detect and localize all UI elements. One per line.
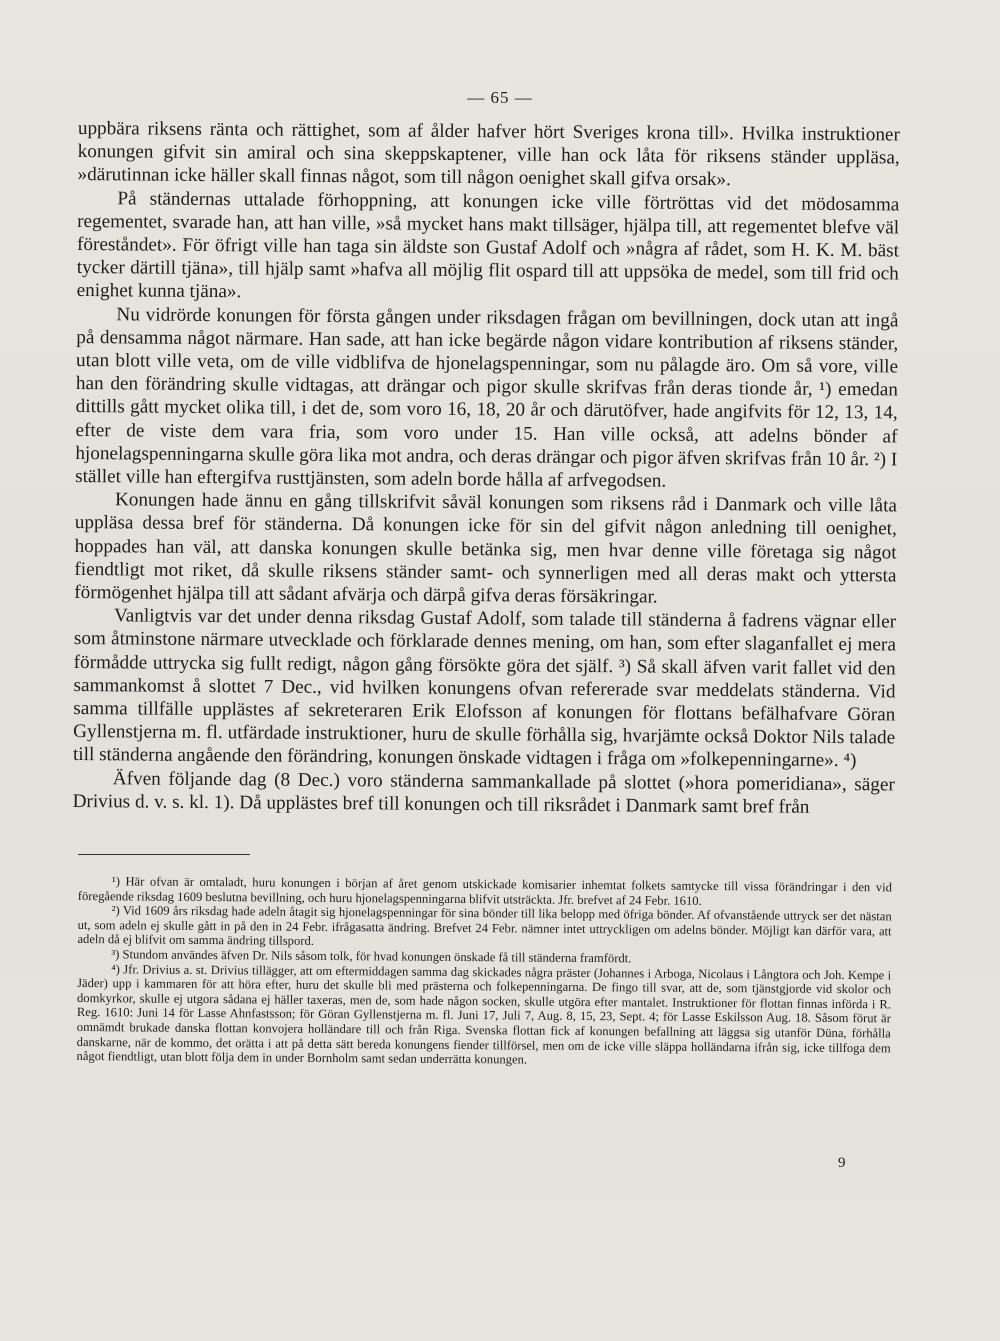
body-paragraph: Vanligtvis var det under denna riksdag Gustaf Adolf, som talade till ständerna å fadrens vägnar eller som åtminstone närmare utvecklade och förklarade dennes mening, om han, som efter slaganfallet ej mera förmådde uttrycka sig fullt redigt, någon gång försökte göra det själf. ³) Så skall äfven varit fallet vid den sammankomst å slottet 7 Dec., vid hvilken konungens ofvan refererade svar meddelats ständerna. Vid samma tillfälle upplästes af sekreteraren Erik Elofsson af konungen för flottans befälhafvare Göran Gyllenstjerna m. fl. utfärdade instruktioner, huru de skulle förhålla sig, hvarjämte också Doktor Nils talade till ständerna angående den förändring, konungen önskade vidtagen i fråga om »folkepenningarne». ⁴)	[72, 605, 897, 772]
footnote-divider	[78, 854, 250, 855]
body-paragraph: uppbära riksens ränta och rättighet, som af ålder hafver hört Sveriges krona till». Hvilka instruktioner konungen gifvit sin amiral och sina skeppskaptener, ville han ock låta för riksens ständer uppläsa, »därutinnan icke häller skall finnas något, som till någon oenighet skall gifva orsak».	[77, 117, 900, 191]
page-number: — 65 —	[467, 88, 533, 107]
body-paragraph: Konungen hade ännu en gång tillskrifvit såväl konungen som riksens råd i Danmark och ville låta uppläsa dessa bref för ständerna. Då konungen icke för sin del gifvit någon anledning till oenighet, hoppades han väl, att danska konungen skulle betänka sig, men hvar denne ville företaga sig något fiendtligt mot riket, då skulle riksens ständer samt- och synnerligen med all deras makt och yttersta förmögenhet hjälpa till att sådant afvärja och därpå gifva deras försäkringar.	[74, 489, 898, 608]
body-paragraph: Nu vidrörde konungen för första gången under riksdagen frågan om bevillningen, dock utan att ingå på densamma något närmare. Han sade, att han icke begärde någon vidare kontribution af riksens ständer, utan blott ville veta, om de ville vidblifva de hjonelagspenningar, som nu pålagde äro. Om så vore, ville han den förändring skulle vidtagas, att drängar och pigor skulle skrifvas från deras tionde år, ¹) emedan dittills gått mycket olika till, i det de, som voro 16, 18, 20 år och därutöfver, hade angifvits för 12, 13, 14, efter de viste dem vara fria, som voro under 15. Han ville också, att adelns bönder af hjonelagspenningarna skulle göra lika mot andra, och deras drängar och pigor äfven skrifvas från 10 år. ²) I stället ville han eftergifva rusttjänsten, som adeln borde hålla af arfvegodsen.	[75, 303, 899, 492]
body-text	[73, 117, 900, 820]
footnote: ⁴) Jfr. Drivius a. st. Drivius tillägger, att om eftermiddagen samma dag skickades några präster (Johannes i Arboga, Nicolaus i Långtora och Joh. Kempe i Jäder) upp i kammaren för att höra efter, huru det skulle bli med prästerna och folkepenningarna. De fingo till svar, att de, som tjänstgjorde vid skolor och domkyrkor, skulle ej utgora sådana ej häller taxeras, men de, som hade någon socken, skulle utgöra efter mantalet. Instruktioner för flottan finnas införda i R. Reg. 1610: Juni 14 för Lasse Ahnfastsson; för Göran Gyllenstjerna m. fl. Juni 17, Juli 7, Aug. 8, 15, 23, Sept. 4; för Lasse Eskilsson Aug. 18. Såsom förut är omnämdt brukade danska flottan konvojera holländare till och från Riga. Svenska flottan fick af konungen befallning att läggsa sig utanför Düna, förhålla danskarne, när de kommo, det orätta i att på detta sätt bereda konungens fiender tillförsel, men om de icke ville släppa holländarna ifrån sig, icke tillfoga dem något fiendtligt, utan blott följa dem in under Bornholm samt sedan underrätta konungen.	[76, 961, 892, 1067]
signature-mark: 9	[838, 1155, 846, 1171]
footnote: ¹) Här ofvan är omtaladt, huru konungen i början af året genom utskickade komisarier inhemtat folkets samtycke till vissa förändringar i den vid föregående riksdag 1609 beslutna bevillning, och huru hjonelagspenningarna blifvit utsträckta. Jfr. brefvet af 24 Febr. 1610.	[77, 874, 892, 908]
footnote: ³) Stundom användes äfven Dr. Nils såsom tolk, för hvad konungen önskade få till ständerna framfördt.	[111, 947, 632, 966]
footnotes	[77, 874, 892, 1070]
footnote: ²) Vid 1609 års riksdag hade adeln åtagit sig hjonelagspenningar för sina bönder till lika belopp med öfriga bönder. Af ofvanstående uttryck ser det nästan ut, som adeln ej skulle gått in på den in 24 Febr. ifrågasatta ändring. Brefvet 24 Febr. nämner intet uttryckligen om adelns bönder. Möjligt kan därför vara, att adeln då ej blifvit om samma ändring tillspord.	[77, 903, 892, 949]
body-paragraph: På ständernas uttalade förhoppning, att konungen icke ville förtröttas vid det mödosamma regementet, svarade han, att han ville, »så mycket hans makt tillsäger, hjälpa till, att regementet blefve väl föreståndet». För öfrigt ville han taga sin äldste son Gustaf Adolf och »några af rådet, som H. K. M. bäst tycker därtill tjäna», till hjälp samt »hafva all möjlig flit ospard till att uppsöka de medel, som till frid och enighet kunna tjäna».	[76, 187, 900, 303]
body-paragraph: Äfven följande dag (8 Dec.) voro ständerna sammankallade på slottet (»hora pomeridiana», säger Drivius d. v. s. kl. 1). Då upplästes bref till konungen och till riksrådet i Danmark samt bref från	[72, 767, 895, 818]
